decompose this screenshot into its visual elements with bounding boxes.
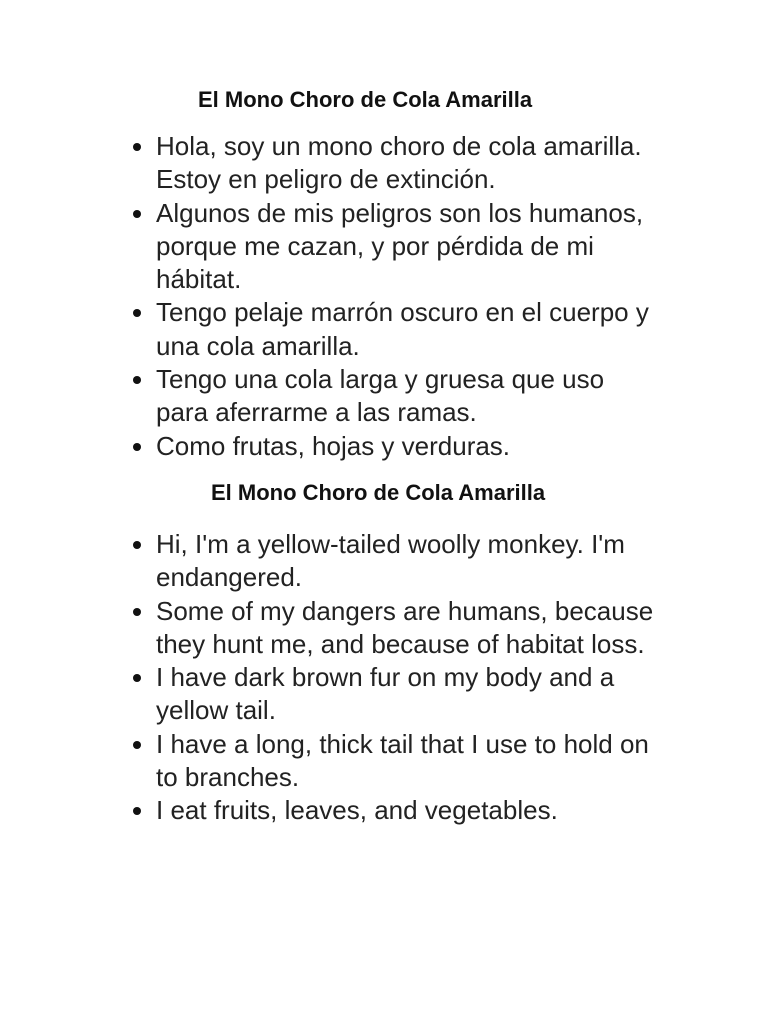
list-item-text: I eat fruits, leaves, and vegetables. [156, 795, 558, 826]
list-item-text: I have a long, thick tail that I use to hold on to branches. [156, 728, 649, 793]
bullet-icon [133, 741, 141, 749]
list-item-text: Hi, I'm a yellow-tailed woolly monkey. I'm endangered. [156, 529, 625, 593]
list-item [130, 661, 656, 728]
bullet-icon [133, 143, 141, 151]
list-item-text: Tengo pelaje marrón oscuro en el cuerpo y una cola amarilla. [156, 297, 649, 361]
english-bullet-list [130, 528, 670, 828]
list-item [130, 728, 656, 795]
english-section [130, 479, 670, 828]
list-item [130, 595, 656, 662]
list-item [130, 296, 656, 363]
list-item-text: Tengo una cola larga y gruesa que uso para aferrarme a las ramas. [156, 364, 605, 428]
list-item [130, 363, 656, 430]
bullet-icon [133, 674, 141, 682]
bullet-icon [133, 807, 141, 815]
list-item-text: Como frutas, hojas y verduras. [156, 430, 511, 461]
bullet-icon [133, 210, 141, 218]
list-item-text: Some of my dangers are humans, because they hunt me, and because of habitat loss. [156, 595, 654, 659]
list-item [130, 197, 656, 297]
spanish-bullet-list [130, 130, 670, 463]
bullet-icon [133, 541, 141, 549]
list-item-text: Hola, soy un mono choro de cola amarilla. Estoy en peligro de extinción. [156, 131, 642, 195]
list-item [130, 430, 656, 463]
list-item-text: Algunos de mis peligros son los humanos, porque me cazan, y por pérdida de mi hábitat. [156, 197, 644, 295]
bullet-icon [133, 443, 141, 451]
list-item [130, 130, 656, 197]
bullet-icon [133, 376, 141, 384]
spanish-title: El Mono Choro de Cola Amarilla [198, 87, 533, 112]
spanish-section [130, 86, 670, 463]
english-title: El Mono Choro de Cola Amarilla [211, 480, 546, 505]
list-item-text: I have dark brown fur on my body and a yellow tail. [156, 662, 615, 726]
bullet-icon [133, 608, 141, 616]
list-item [130, 794, 656, 827]
list-item [130, 528, 656, 595]
bullet-icon [133, 309, 141, 317]
